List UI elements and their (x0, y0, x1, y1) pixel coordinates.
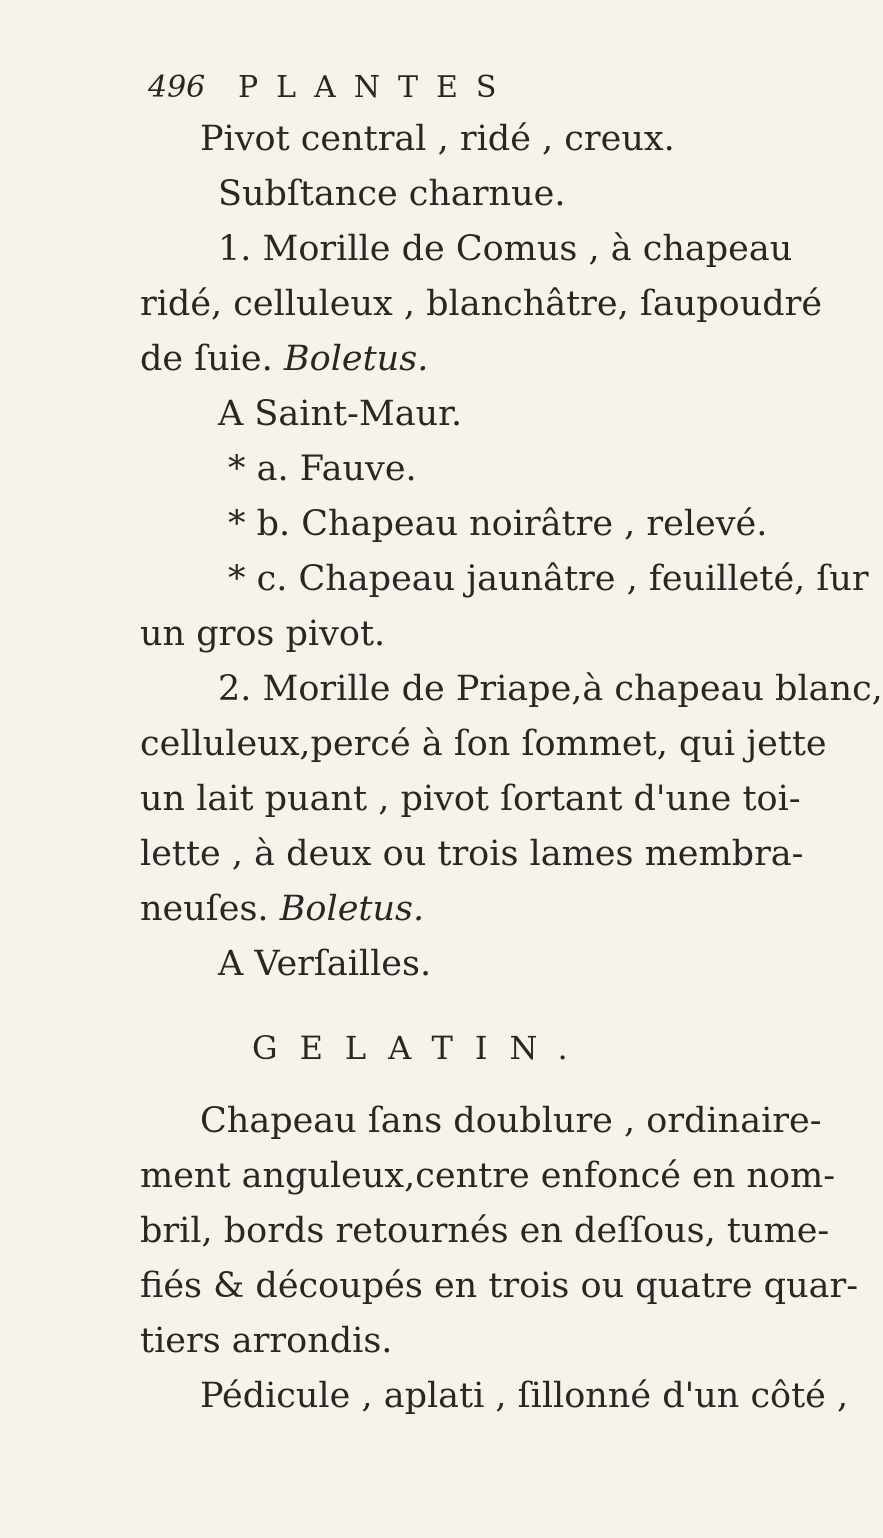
text-line: un gros pivot. (140, 614, 386, 654)
text-line: lette , à deux ou trois lames membra- (140, 834, 804, 874)
text-line: celluleux,percé à ſon ſommet, qui jette (140, 724, 827, 764)
text-line: Pivot central , ridé , creux. (200, 119, 675, 159)
text-line: bril, bords retournés en deſſous, tume- (140, 1211, 830, 1251)
text-line: ridé, celluleux , blanchâtre, ſaupoudré (140, 284, 823, 324)
text-segment: neuſes. (140, 889, 269, 929)
section-title: GELATIN. (252, 1029, 590, 1067)
text-line: 2. Morille de Priape,à chapeau blanc, (218, 669, 883, 709)
text-line: Chapeau ſans doublure , ordinaire- (200, 1101, 822, 1141)
text-line (140, 332, 800, 387)
running-title: PLANTES (238, 70, 515, 105)
text-line: Pédicule , aplati , ſillonné d'un côté , (200, 1376, 849, 1416)
text-body (140, 112, 883, 1424)
text-line: A Saint-Maur. (218, 394, 463, 434)
text-line: * a. Fauve. (228, 449, 417, 489)
latin-name: Boletus. (279, 889, 425, 929)
page-number: 496 (148, 70, 206, 105)
text-line: * c. Chapeau jaunâtre , feuilleté, ſur (228, 559, 869, 599)
text-segment: de ſuie. (140, 339, 273, 379)
text-line: ment anguleux,centre enfoncé en nom- (140, 1156, 836, 1196)
text-line: * b. Chapeau noirâtre , relevé. (228, 504, 768, 544)
text-line: tiers arrondis. (140, 1321, 393, 1361)
latin-name: Boletus. (283, 339, 429, 379)
text-line: Subſtance charnue. (218, 174, 566, 214)
text-line (140, 882, 800, 937)
text-line: A Verſailles. (218, 944, 432, 984)
text-line: un lait puant , pivot ſortant d'une toi- (140, 779, 801, 819)
page-header (148, 70, 514, 105)
text-line: fiés & découpés en trois ou quatre quar- (140, 1266, 859, 1306)
text-line: 1. Morille de Comus , à chapeau (218, 229, 793, 269)
